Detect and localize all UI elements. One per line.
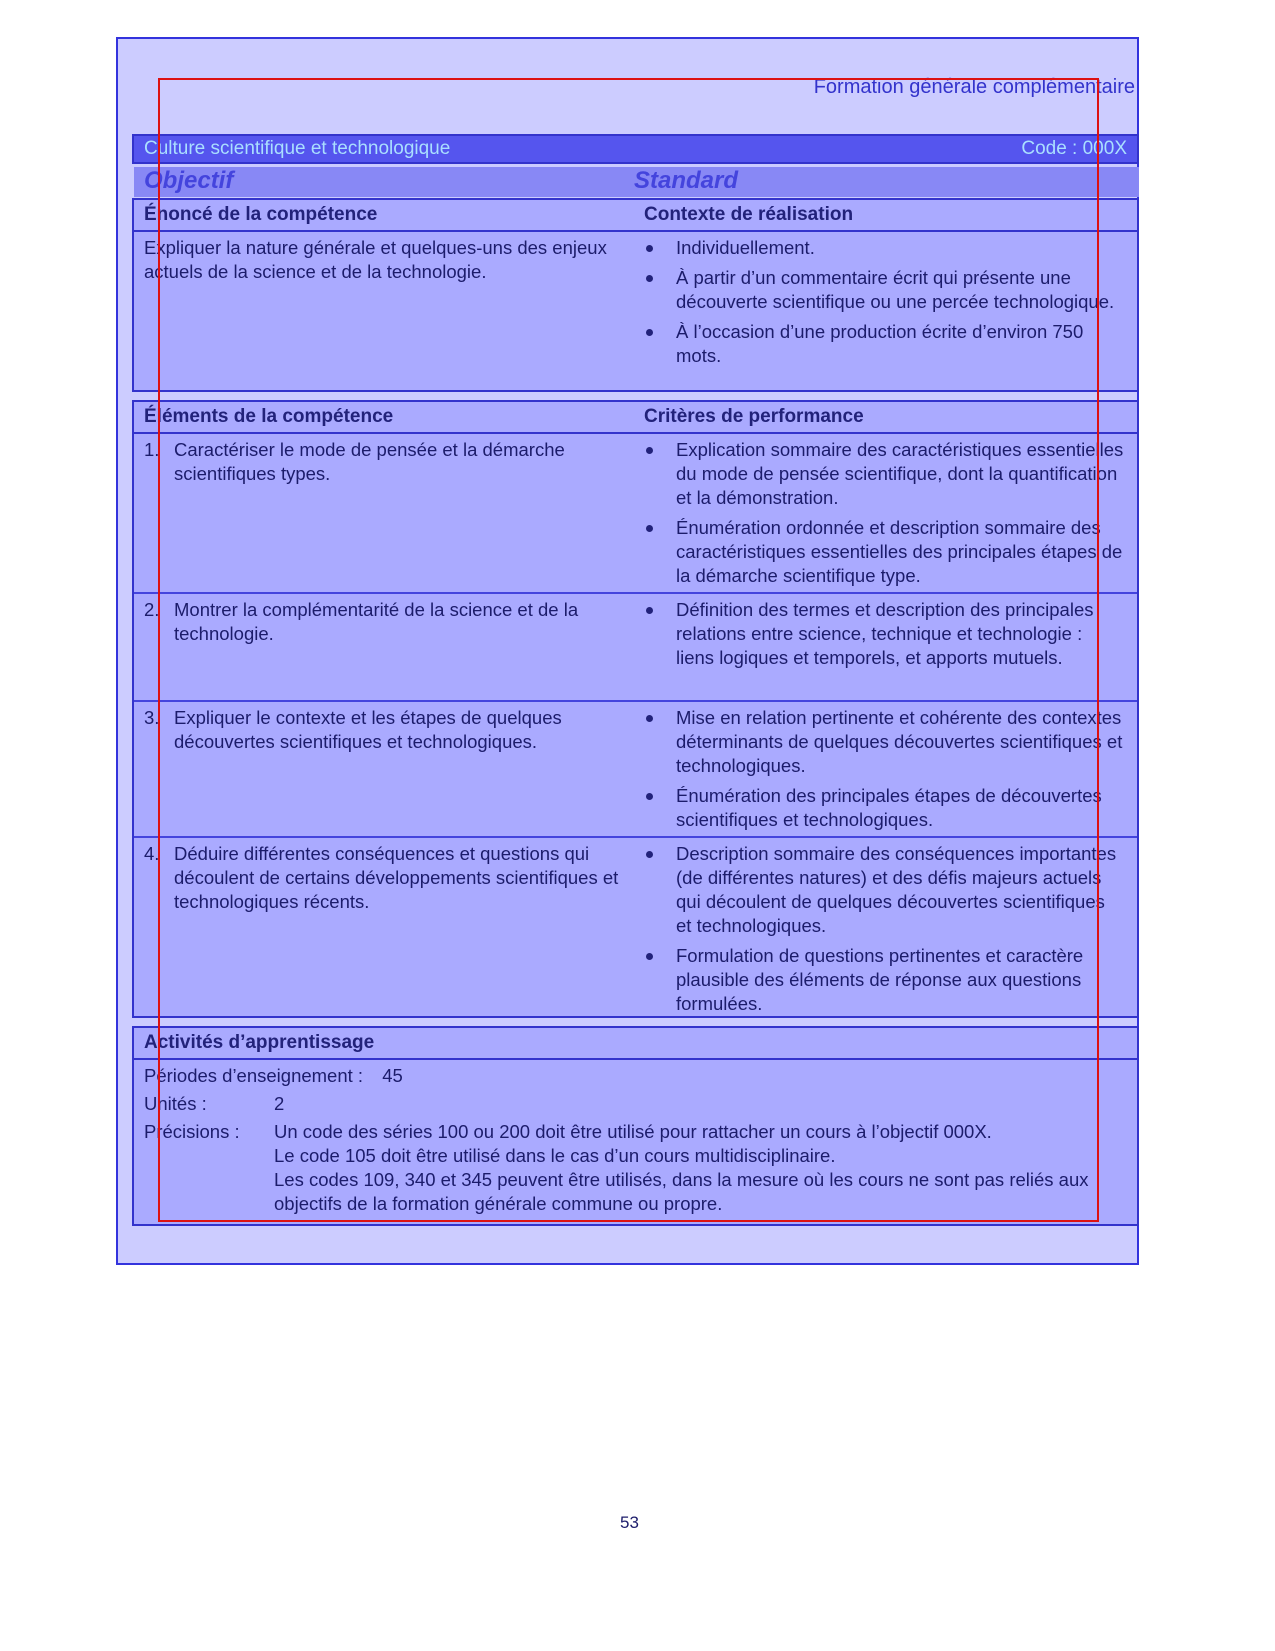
element-row-4 [134,838,1137,1018]
element-row-3 [134,702,1137,838]
activities-section [132,1026,1139,1226]
context-list [644,236,1124,374]
list-item: Formulation de questions pertinentes et caractère plausible des éléments de réponse aux questions formulées. [644,944,1124,1016]
list-item: Description sommaire des conséquences importantes (de différentes natures) et des défis majeurs actuels qui découlent de quelques découvertes scientifiques et technologiques. [644,842,1124,938]
periods-line [144,1064,403,1088]
page-number: 53 [620,1513,639,1532]
list-item: Énumération des principales étapes de découvertes scientifiques et technologiques. [644,784,1124,832]
element-number: 4. [144,843,160,864]
list-item: À partir d’un commentaire écrit qui présente une découverte scientifique ou une percée technologique. [644,266,1124,314]
element-number: 3. [144,707,160,728]
competence-header [134,200,1137,232]
units-value: 2 [274,1093,285,1114]
activities-heading: Activités d’apprentissage [144,1032,375,1053]
list-item: Explication sommaire des caractéristiques essentielles du mode de pensée scientifique, dont la quantification et la démonstration. [644,438,1124,510]
elements-heading: Éléments de la compétence [144,406,394,427]
precisions-text [274,1120,1114,1216]
activities-header [134,1028,1137,1060]
list-item: À l’occasion d’une production écrite d’environ 750 mots. [644,320,1124,368]
precision-item: Les codes 109, 340 et 345 peuvent être utilisés, dans la mesure où les cours ne sont pas reliés aux objectifs de la formation générale commune ou propre. [274,1169,1089,1214]
statement-heading: Énoncé de la compétence [144,204,378,225]
element-row-2 [134,594,1137,702]
periods-label: Périodes d’enseignement : [144,1065,364,1086]
precision-item: Un code des séries 100 ou 200 doit être utilisé pour rattacher un cours à l’objectif 000X. [274,1121,992,1142]
competence-section [132,198,1139,392]
course-code: Code : 000X [1021,138,1127,159]
periods-value: 45 [382,1065,403,1086]
context-heading: Contexte de réalisation [644,204,854,225]
criteria-list [644,842,1124,1022]
activities-body [134,1060,1137,1224]
precisions-label: Précisions : [144,1121,240,1142]
element-row-1 [134,434,1137,594]
element-number: 2. [144,599,160,620]
element-description: Déduire différentes conséquences et questions qui découlent de certains développements scientifiques et technologiques récents. [174,843,619,912]
element-description: Caractériser le mode de pensée et la démarche scientifiques types. [174,439,565,484]
element-description: Expliquer le contexte et les étapes de quelques découvertes scientifiques et technologiques. [174,707,562,752]
criteria-list [644,598,1124,676]
competence-row [134,232,1137,392]
objective-label: Objectif [144,167,234,194]
objective-standard-header [134,167,1139,197]
list-item: Définition des termes et description des principales relations entre science, technique et technologie : liens logiques et temporels, et apports mutuels. [644,598,1124,670]
list-item: Mise en relation pertinente et cohérente des contextes déterminants de quelques découvertes scientifiques et technologiques. [644,706,1124,778]
course-ribbon [132,134,1139,164]
course-area: Culture scientifique et technologique [144,138,451,159]
units-label: Unités : [144,1093,207,1114]
criteria-heading: Critères de performance [644,406,864,427]
program-title: Formation générale complémentaire [813,76,1135,98]
elements-section [132,400,1139,1018]
list-item: Énumération ordonnée et description sommaire des caractéristiques essentielles des principales étapes de la démarche scientifique type. [644,516,1124,588]
criteria-list [644,706,1124,838]
elements-header [134,402,1137,434]
precision-item: Le code 105 doit être utilisé dans le cas d’un cours multidisciplinaire. [274,1145,836,1166]
standard-label: Standard [634,167,739,194]
element-description: Montrer la complémentarité de la science et de la technologie. [174,599,579,644]
criteria-list [644,438,1124,594]
competence-statement: Expliquer la nature générale et quelques-uns des enjeux actuels de la science et de la technologie. [144,237,607,282]
list-item: Individuellement. [644,236,1124,260]
element-number: 1. [144,439,160,460]
